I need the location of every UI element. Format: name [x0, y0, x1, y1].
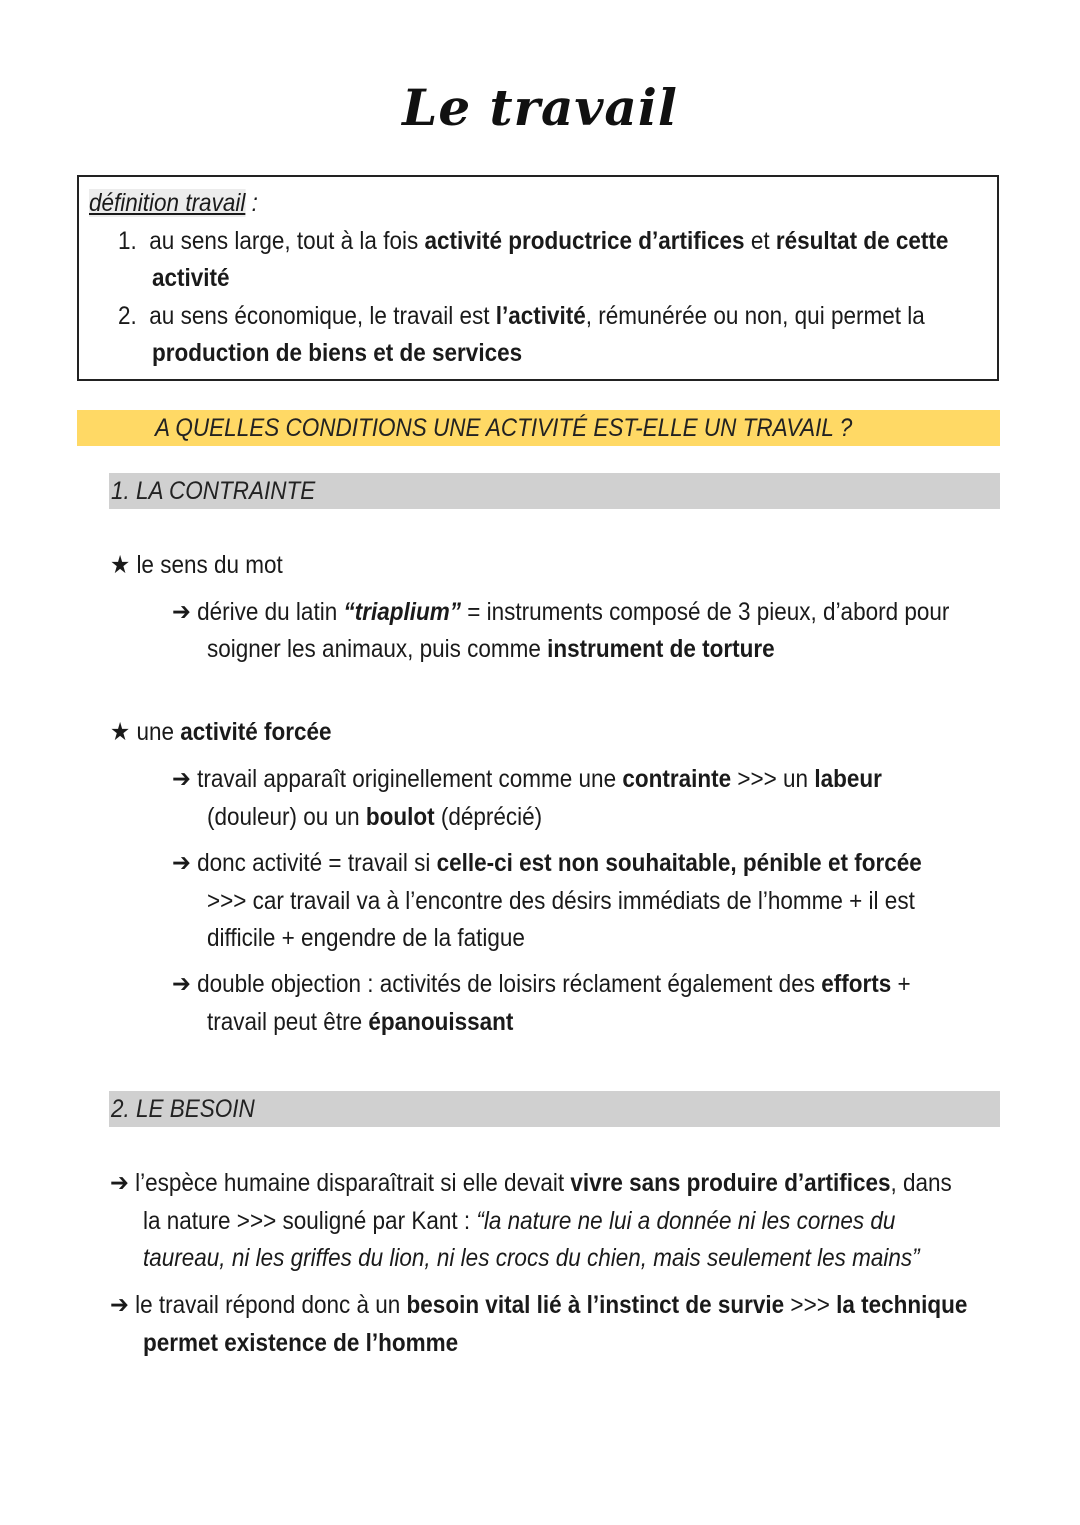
bold-text: labeur: [814, 765, 882, 793]
text: travail apparaît originellement comme une: [197, 765, 623, 793]
definition-heading-text: définition travail: [89, 189, 246, 217]
bold-text: permet existence de l’homme: [143, 1329, 459, 1357]
text: double objection : activités de loisirs réclament également des: [197, 970, 822, 998]
section-heading-besoin: [109, 1091, 1000, 1127]
bold-text: besoin vital lié à l’instinct de survie: [406, 1291, 785, 1319]
text: donc activité = travail si: [197, 849, 437, 877]
bold-text: l’activité: [495, 302, 586, 330]
arrow-line: [172, 851, 922, 876]
section-heading-contrainte: [109, 473, 1000, 509]
bold-text: vivre sans produire d’artifices: [570, 1169, 891, 1197]
arrow-icon: ➔: [172, 598, 191, 626]
bold-text: boulot: [365, 803, 435, 831]
text: l’espèce humaine disparaîtrait si elle devait: [135, 1169, 571, 1197]
definition-heading: [89, 189, 258, 218]
arrow-line: [172, 767, 882, 792]
definition-item-1-line-1: [118, 229, 948, 254]
star-icon: ★: [110, 551, 131, 579]
arrow-line: [110, 1171, 952, 1196]
text: et: [744, 227, 776, 255]
text: la nature >>> souligné par Kant :: [143, 1207, 477, 1235]
section-heading-text: 1. LA CONTRAINTE: [111, 477, 316, 505]
definition-item-2-line-2: [152, 341, 522, 366]
arrow-line-continued: [207, 805, 542, 830]
arrow-line-continued: difficile + engendre de la fatigue: [207, 924, 525, 952]
arrow-icon: ➔: [172, 849, 191, 877]
italic-quote: taureau, ni les griffes du lion, ni les crocs du chien, mais seulement les mains”: [143, 1244, 920, 1272]
bullet-activite-forcee: [110, 720, 332, 745]
text: au sens large, tout à la fois: [149, 227, 425, 255]
text: +: [891, 970, 911, 998]
text: dérive du latin: [197, 598, 344, 626]
bold-text: production de biens et de services: [152, 339, 523, 367]
text: une: [136, 718, 181, 746]
bold-text: celle-ci est non souhaitable, pénible et forcée: [436, 849, 922, 877]
bold-text: contrainte: [622, 765, 732, 793]
star-icon: ★: [110, 718, 131, 746]
arrow-icon: ➔: [110, 1169, 129, 1197]
text: , dans: [890, 1169, 952, 1197]
bold-text: instrument de torture: [547, 635, 775, 663]
arrow-icon: ➔: [172, 970, 191, 998]
arrow-line-continued: [143, 1209, 895, 1234]
definition-item-2-line-1: [118, 304, 925, 329]
text: (déprécié): [434, 803, 543, 831]
text: le sens du mot: [136, 551, 283, 579]
arrow-line: [172, 600, 949, 625]
bold-italic-text: “triaplium”: [343, 598, 461, 626]
section-heading-text: 2. LE BESOIN: [111, 1095, 255, 1123]
list-number: 2.: [118, 302, 137, 330]
definition-heading-colon: :: [245, 189, 258, 217]
arrow-line-continued: [207, 1010, 513, 1035]
text: = instruments composé de 3 pieux, d’abord pour: [460, 598, 950, 626]
text: >>>: [784, 1291, 837, 1319]
banner-text: A QUELLES CONDITIONS UNE ACTIVITÉ EST-ELLE UN TRAVAIL ?: [155, 414, 853, 442]
question-banner: [77, 410, 1000, 446]
bold-text: la technique: [836, 1291, 968, 1319]
bullet-sens-du-mot: [110, 553, 283, 578]
text: soigner les animaux, puis comme: [207, 635, 548, 663]
text: travail peut être: [207, 1008, 369, 1036]
arrow-line-continued: [207, 637, 775, 662]
arrow-line: [172, 972, 911, 997]
definition-item-1-line-2: [152, 266, 230, 291]
list-number: 1.: [118, 227, 137, 255]
arrow-line-continued: >>> car travail va à l’encontre des désirs immédiats de l’homme + il est: [207, 887, 915, 915]
bold-text: résultat de cette: [775, 227, 949, 255]
bold-text: activité: [152, 264, 230, 292]
text: >>> un: [731, 765, 815, 793]
bold-text: activité forcée: [180, 718, 332, 746]
text: au sens économique, le travail est: [149, 302, 496, 330]
bold-text: épanouissant: [368, 1008, 514, 1036]
arrow-line-continued: [143, 1331, 458, 1356]
text: , rémunérée ou non, qui permet la: [585, 302, 925, 330]
arrow-icon: ➔: [110, 1291, 129, 1319]
italic-quote: “la nature ne lui a donnée ni les cornes du: [476, 1207, 896, 1235]
arrow-line: [110, 1293, 967, 1318]
arrow-line-continued: [143, 1246, 920, 1271]
text: (douleur) ou un: [207, 803, 366, 831]
text: le travail répond donc à un: [135, 1291, 407, 1319]
page-title: Le travail: [402, 78, 678, 137]
arrow-icon: ➔: [172, 765, 191, 793]
bold-text: efforts: [821, 970, 892, 998]
bold-text: activité productrice d’artifices: [424, 227, 745, 255]
